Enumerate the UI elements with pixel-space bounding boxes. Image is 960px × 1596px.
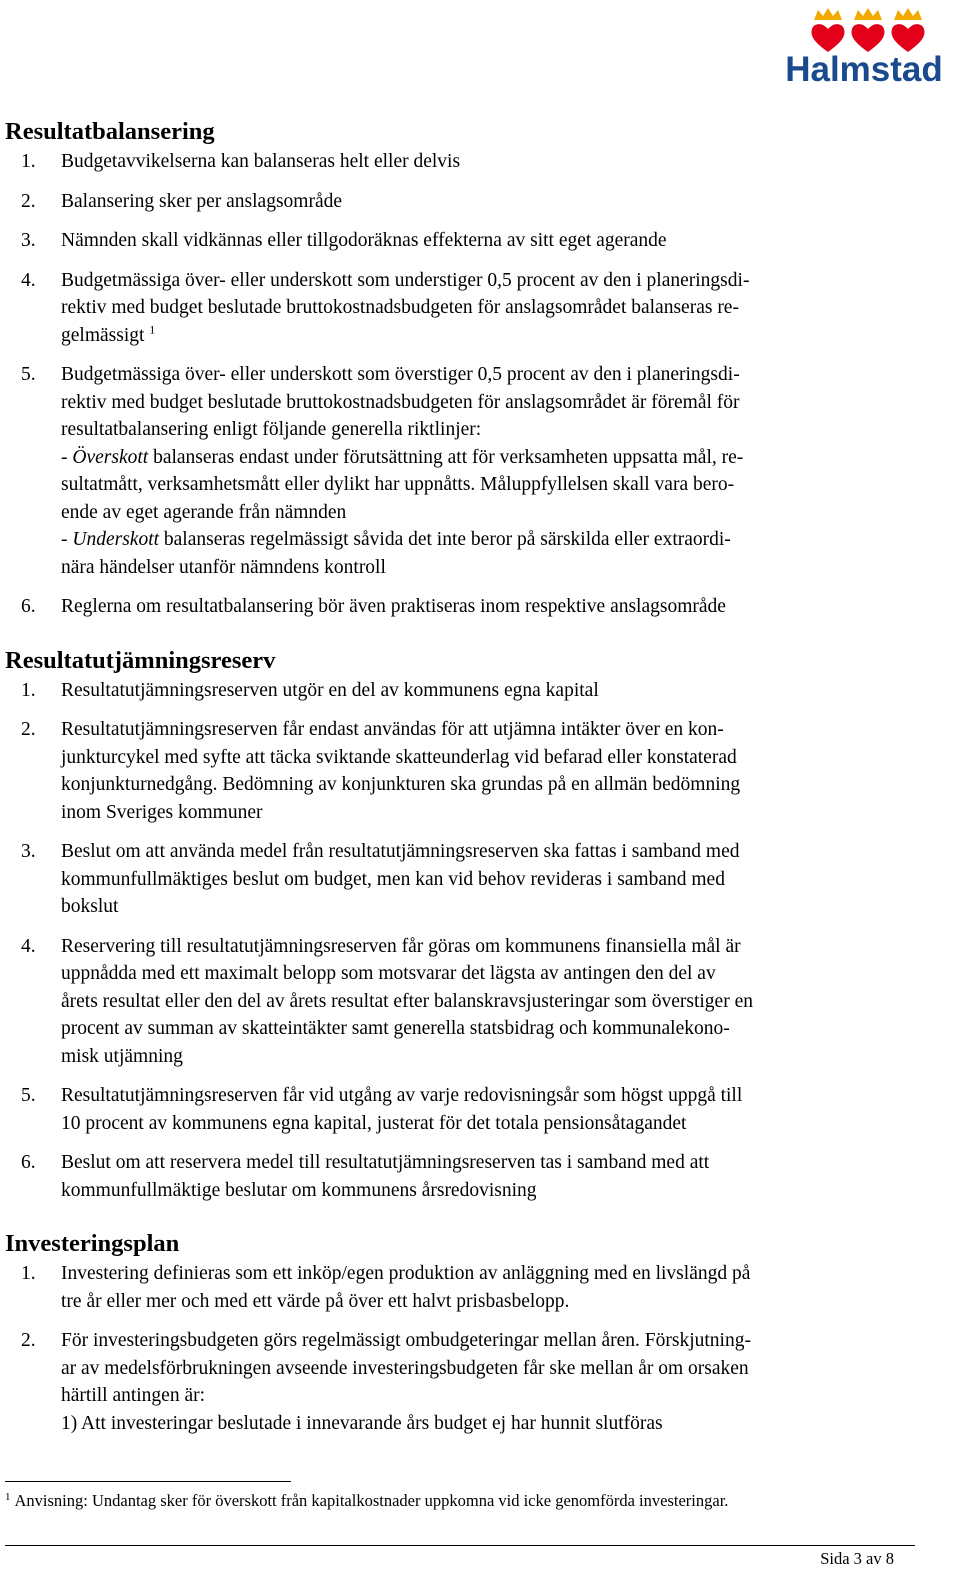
list-resultatbalansering xyxy=(5,148,925,621)
section-heading-investeringsplan: Investeringsplan xyxy=(5,1230,180,1257)
list-item: 3. Nämnden skall vidkännas eller tillgodoräknas effekterna av sitt eget agerande xyxy=(21,230,667,251)
list-investeringsplan xyxy=(5,1260,925,1437)
list-item: 1. Investering definieras som ett inköp/egen produktion av anläggning med en livslängd på tre år eller mer och med ett värde på över ett halvt prisbasbelopp. xyxy=(21,1263,751,1312)
crown-icon xyxy=(814,8,922,20)
section-heading-resultatbalansering: Resultatbalansering xyxy=(5,118,215,145)
list-item: 4. Budgetmässiga över- eller underskott som understiger 0,5 procent av den i planeringsdi- rektiv med budget beslutade bruttokostnadsbudgeten för anslagsområdet balanseras re- gelmässigt $^1$ xyxy=(21,269,750,346)
logo-wordmark: Halmstad xyxy=(785,50,943,89)
footnote-separator xyxy=(5,1481,291,1482)
footer-separator xyxy=(5,1545,915,1546)
footnote-text: Anvisning: Undantag sker för överskott från kapitalkostnader uppkomna vid icke genomförda investeringar. xyxy=(14,1491,729,1510)
term-overskott: Överskott xyxy=(72,446,149,468)
heart-icon xyxy=(812,24,925,52)
section-heading-resultatutjamningsreserv: Resultatutjämningsreserv xyxy=(5,646,276,674)
list-item: 6. Beslut om att reservera medel till resultatutjämningsreserven tas i samband med att kommunfullmäktige beslutar om kommunens årsredovisning xyxy=(21,1152,710,1201)
list-item: 2. För investeringsbudgeten görs regelmässigt ombudgeteringar mellan åren. Förskjutning- ar av medelsförbrukningen avseende investeringsbudgeten får ske mellan år om orsaken härtill antingen är: 1) Att investeringar beslutade i innevarande års budget ej har hunnit slutföras xyxy=(21,1330,751,1434)
list-item: 2. Resultatutjämningsreserven får endast användas för att utjämna intäkter över en kon- junkturcykel med syfte att täcka sviktande skatteunderlag vid befarad eller konstaterad konjunkturnedgång. Bedömning av konjunkturen ska grundas på en allmän bedömning inom Sveriges kommuner xyxy=(21,719,741,823)
page-number: Sida 3 av 8 xyxy=(820,1549,894,1568)
document-body xyxy=(5,116,925,1449)
list-item: 1. Budgetavvikelserna kan balanseras helt eller delvis xyxy=(21,151,461,172)
list-item: 4. Reservering till resultatutjämningsreserven får göras om kommunens finansiella mål är uppnådda med ett maximalt belopp som motsvarar det lägsta av antingen den del av årets resultat eller den del av årets resultat efter balanskravsjusteringar som överstiger en procent av summan av skatteintäkter samt generella statsbidrag och kommunalekono- misk utjämning xyxy=(21,935,753,1067)
footnote-marker: 1 xyxy=(5,1490,11,1503)
list-item: 3. Beslut om att använda medel från resultatutjämningsreserven ska fattas i samband med kommunfullmäktiges beslut om budget, men kan vid behov revideras i samband med bokslut xyxy=(21,841,740,917)
list-item: 6. Reglerna om resultatbalansering bör även praktiseras inom respektive anslagsområde xyxy=(21,596,726,617)
footnote-reference[interactable]: 1 xyxy=(149,322,156,336)
term-underskott: Underskott xyxy=(72,529,160,550)
list-item: 5. Resultatutjämningsreserven får vid utgång av varje redovisningsår som högst uppgå till 10 procent av kommunens egna kapital, justerat för det totala pensionsåtagandet xyxy=(21,1085,743,1134)
list-item: 2. Balansering sker per anslagsområde xyxy=(21,190,343,212)
halmstad-logo xyxy=(772,6,956,88)
list-item: 1. Resultatutjämningsreserven utgör en del av kommunens egna kapital xyxy=(21,679,599,701)
footnote xyxy=(5,1491,935,1511)
list-item: 5. Budgetmässiga över- eller underskott som överstiger 0,5 procent av den i planeringsdi- rektiv med budget beslutade bruttokostnadsbudgeten för anslagsområdet är föremål för resultatbalansering enligt följande generella riktlinjer: - Överskott balanseras endast under förutsättning att för verksamheten uppsatta mål, re- sultatmått, verksamhetsmått eller dylikt har uppnåtts. Måluppfyllelsen skall vara bero- ende av eget agerande från nämnden - Underskott balanseras regelmässigt såvida det inte beror på särskilda eller extraordi- nära händelser utanför nämndens kontroll xyxy=(21,364,744,578)
crowned-hearts-icon xyxy=(772,6,956,54)
list-resultatutjamningsreserv xyxy=(5,677,925,1205)
